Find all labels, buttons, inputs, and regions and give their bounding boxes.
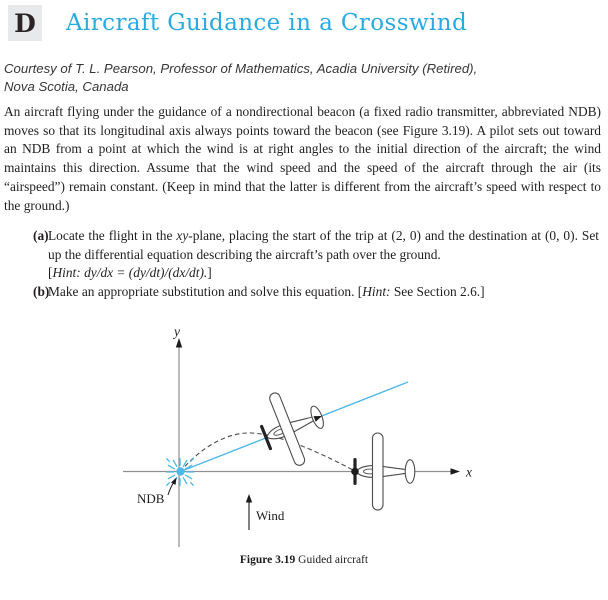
y-axis-label: y xyxy=(174,324,180,339)
part-b-hint-word: Hint: xyxy=(362,284,391,300)
part-a-hint-open: [ xyxy=(48,265,53,281)
part-a xyxy=(33,227,599,283)
page-title: Aircraft Guidance in a Crosswind xyxy=(66,10,468,36)
wind-label: Wind xyxy=(256,508,285,523)
part-a-hint xyxy=(48,264,599,283)
part-b-text-2: See Section 2.6.] xyxy=(390,284,485,300)
ndb-beacon-dot xyxy=(176,467,184,475)
part-b-label: (b) xyxy=(33,284,50,300)
figure-caption-number: Figure 3.19 xyxy=(239,554,296,566)
ndb-callout-arrowhead xyxy=(171,478,177,485)
part-a-hint-math: Hint: dy/dx = (dy/dt)/(dx/dt). xyxy=(52,265,208,281)
section-header xyxy=(8,5,467,41)
part-a-hint-close: ] xyxy=(207,265,212,281)
x-axis-arrowhead xyxy=(451,468,461,474)
x-axis-label: x xyxy=(466,464,472,480)
figure-caption-text: Guided aircraft xyxy=(295,554,369,566)
y-axis-arrowhead xyxy=(176,338,182,348)
courtesy-note xyxy=(4,60,594,96)
section-letter-badge xyxy=(8,5,42,41)
aircraft-enroute xyxy=(250,380,335,474)
section-letter: D xyxy=(14,8,36,38)
coordinate-axes xyxy=(123,346,451,547)
part-a-text-italic: xy xyxy=(176,228,189,243)
problem-statement: An aircraft flying under the guidance of a nondirectional beacon (a fixed radio transmitter, abbreviated NDB) moves so that its longitudinal axis always points toward the beacon (see Figure 3.19). A pilot sets out toward an NDB from a point at which the wind is at right angles to the initial direction of the aircraft; the wind maintains this direction. Assume that the wind speed and the speed of the aircraft through the air (its “airspeed”) remain constant. (Keep in mind that the latter is different from the aircraft’s speed with respect to the ground.) xyxy=(4,104,601,213)
figure-caption xyxy=(0,554,608,566)
courtesy-line1: Courtesy of T. L. Pearson, Professor of Mathematics, Acadia University (Retired), xyxy=(4,61,478,76)
part-a-label: (a) xyxy=(33,228,49,243)
aircraft-start xyxy=(353,433,414,510)
courtesy-line2: Nova Scotia, Canada xyxy=(4,79,129,95)
wind-arrowhead xyxy=(246,494,252,503)
start-point-dot xyxy=(351,468,359,476)
problem-parts xyxy=(33,227,599,302)
part-a-text-1: Locate the flight in the xyxy=(48,228,177,243)
ndb-label: NDB xyxy=(137,491,165,506)
part-a-text-2: -plane, placing the start of the trip at (2, 0) and the destination at (0, 0). Set up the differential equation describing the aircraft’s path over the ground. xyxy=(48,228,599,262)
part-b-text-1: Make an appropriate substitution and solve this equation. [ xyxy=(48,284,363,300)
figure-3-19 xyxy=(0,322,608,554)
part-b xyxy=(33,283,599,302)
